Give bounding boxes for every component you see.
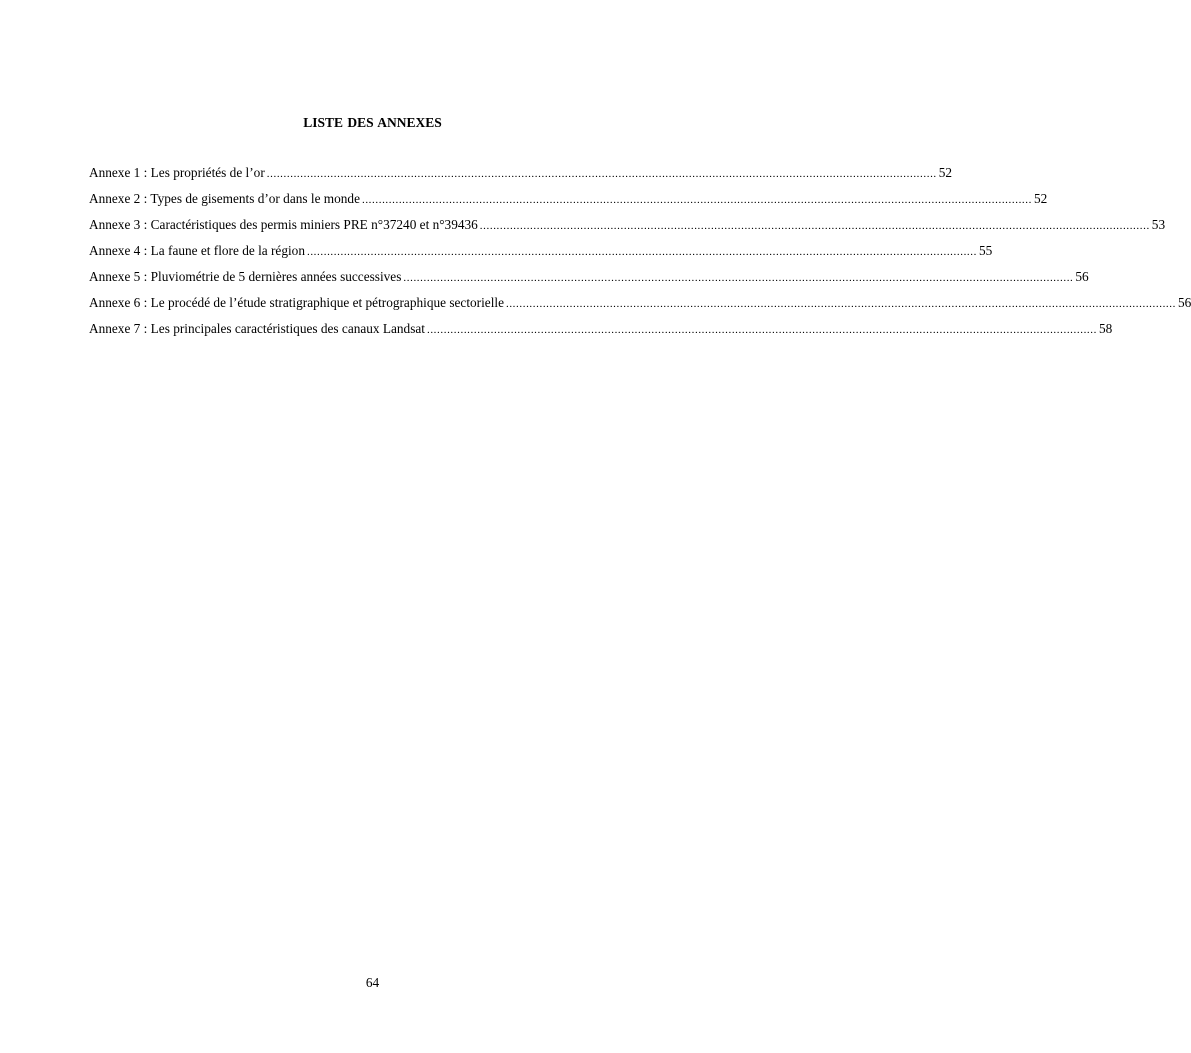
toc-entry-page: 53 (1151, 217, 1166, 232)
toc-entry[interactable] (89, 191, 1048, 217)
toc-dot-leader: ........................................................................................................................................................................................................ (505, 298, 1176, 310)
toc-dot-leader: ........................................................................................................................................................................................................ (361, 194, 1032, 206)
toc-entry-label: Annexe 6 : Le procédé de l’étude stratigraphique et pétrographique sectorielle (89, 295, 504, 310)
annex-list (89, 165, 1191, 347)
page-title: LISTE DES ANNEXES (303, 115, 442, 130)
toc-entry-label: Annexe 4 : La faune et flore de la région (89, 243, 305, 258)
toc-dot-leader: ........................................................................................................................................................................................................ (479, 220, 1150, 232)
toc-dot-leader: ........................................................................................................................................................................................................ (403, 272, 1074, 284)
toc-entry[interactable] (89, 217, 1166, 243)
toc-entry-label: Annexe 2 : Types de gisements d’or dans le monde (89, 191, 360, 206)
toc-entry-label: Annexe 3 : Caractéristiques des permis miniers PRE n°37240 et n°39436 (89, 217, 478, 232)
toc-entry[interactable] (89, 243, 993, 269)
toc-entry[interactable] (89, 295, 1191, 321)
toc-entry-page: 58 (1098, 321, 1113, 336)
toc-entry[interactable] (89, 165, 953, 191)
toc-entry-label: Annexe 5 : Pluviométrie de 5 dernières années successives (89, 269, 402, 284)
toc-dot-leader: ........................................................................................................................................................................................................ (306, 246, 977, 258)
toc-entry-page: 52 (938, 165, 953, 180)
toc-dot-leader: ........................................................................................................................................................................................................ (266, 168, 937, 180)
toc-entry[interactable] (89, 269, 1089, 295)
toc-entry-label: Annexe 1 : Les propriétés de l’or (89, 165, 265, 180)
toc-entry[interactable] (89, 321, 1113, 347)
page-number: 64 (365, 975, 380, 990)
toc-entry-label: Annexe 7 : Les principales caractéristiques des canaux Landsat (89, 321, 425, 336)
toc-dot-leader: ........................................................................................................................................................................................................ (426, 324, 1097, 336)
toc-entry-page: 56 (1177, 295, 1191, 310)
toc-entry-page: 55 (978, 243, 993, 258)
toc-entry-page: 56 (1075, 269, 1089, 284)
toc-entry-page: 52 (1033, 191, 1048, 206)
